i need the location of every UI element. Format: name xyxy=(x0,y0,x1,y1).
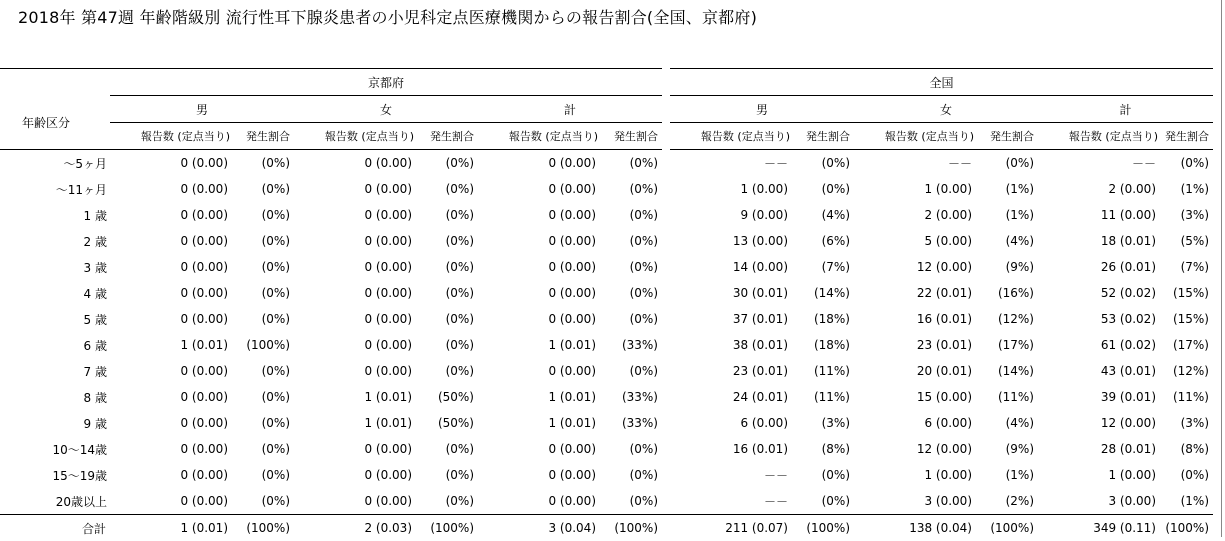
rate-cell: (1%) xyxy=(974,176,1038,202)
rate-cell: (14%) xyxy=(974,358,1038,384)
rate-header: 発生割合 xyxy=(598,123,662,150)
count-cell: 30 (0.01) xyxy=(670,280,790,306)
rate-cell: (0%) xyxy=(230,306,294,332)
age-label: ～5ヶ月 xyxy=(0,150,110,177)
rate-cell: (11%) xyxy=(974,384,1038,410)
count-cell: 28 (0.01) xyxy=(1038,436,1158,462)
count-cell: 13 (0.00) xyxy=(670,228,790,254)
count-cell: 0 (0.00) xyxy=(478,358,598,384)
rate-cell: (0%) xyxy=(598,306,662,332)
rate-cell: (33%) xyxy=(598,384,662,410)
rate-cell: (11%) xyxy=(790,384,854,410)
count-cell: 0 (0.00) xyxy=(294,228,414,254)
count-cell: －－ xyxy=(670,150,790,177)
count-cell: 0 (0.00) xyxy=(478,176,598,202)
rate-cell: (100%) xyxy=(1158,515,1213,541)
table-row xyxy=(0,202,1213,228)
rate-cell: (0%) xyxy=(974,150,1038,177)
count-cell: 52 (0.02) xyxy=(1038,280,1158,306)
count-cell: 43 (0.01) xyxy=(1038,358,1158,384)
count-cell: 0 (0.00) xyxy=(110,462,230,488)
rate-cell: (0%) xyxy=(598,202,662,228)
rate-cell: (14%) xyxy=(790,280,854,306)
rate-cell: (0%) xyxy=(230,358,294,384)
region-header-national: 全国 xyxy=(670,69,1213,96)
count-header: 報告数 (定点当り) xyxy=(854,123,974,150)
rate-cell: (0%) xyxy=(230,384,294,410)
age-label: 2 歳 xyxy=(0,228,110,254)
count-cell: 1 (0.01) xyxy=(478,410,598,436)
table-row xyxy=(0,384,1213,410)
count-cell: 22 (0.01) xyxy=(854,280,974,306)
rate-cell: (2%) xyxy=(974,488,1038,515)
table-row xyxy=(0,228,1213,254)
sex-header: 女 xyxy=(854,96,1038,123)
rate-cell: (9%) xyxy=(974,254,1038,280)
rate-cell: (0%) xyxy=(230,202,294,228)
count-cell: 1 (0.01) xyxy=(294,410,414,436)
count-cell: 53 (0.02) xyxy=(1038,306,1158,332)
count-cell: 0 (0.00) xyxy=(110,254,230,280)
count-cell: 0 (0.00) xyxy=(478,228,598,254)
count-cell: 2 (0.00) xyxy=(1038,176,1158,202)
count-cell: 0 (0.00) xyxy=(110,436,230,462)
table-row xyxy=(0,306,1213,332)
count-cell: 0 (0.00) xyxy=(478,436,598,462)
count-cell: 0 (0.00) xyxy=(110,150,230,177)
count-cell: 0 (0.00) xyxy=(110,410,230,436)
rate-cell: (50%) xyxy=(414,384,478,410)
count-cell: 0 (0.00) xyxy=(110,280,230,306)
frame-border xyxy=(1221,0,1222,537)
rate-header: 発生割合 xyxy=(1158,123,1213,150)
count-cell: 11 (0.00) xyxy=(1038,202,1158,228)
region-header-kyoto: 京都府 xyxy=(110,69,662,96)
rate-cell: (0%) xyxy=(414,202,478,228)
rate-cell: (12%) xyxy=(974,306,1038,332)
rate-cell: (0%) xyxy=(230,176,294,202)
count-cell: 0 (0.00) xyxy=(110,176,230,202)
count-header: 報告数 (定点当り) xyxy=(110,123,230,150)
rate-cell: (0%) xyxy=(414,176,478,202)
rate-cell: (0%) xyxy=(414,254,478,280)
rate-cell: (0%) xyxy=(598,462,662,488)
count-cell: －－ xyxy=(1038,150,1158,177)
rate-header: 発生割合 xyxy=(790,123,854,150)
count-cell: 0 (0.00) xyxy=(294,332,414,358)
age-label: 8 歳 xyxy=(0,384,110,410)
count-cell: 349 (0.11) xyxy=(1038,515,1158,541)
age-label: 9 歳 xyxy=(0,410,110,436)
count-cell: 24 (0.01) xyxy=(670,384,790,410)
count-cell: 0 (0.00) xyxy=(294,462,414,488)
rate-cell: (3%) xyxy=(1158,202,1213,228)
rate-header: 発生割合 xyxy=(230,123,294,150)
count-cell: 0 (0.00) xyxy=(110,228,230,254)
rate-cell: (0%) xyxy=(790,176,854,202)
rate-cell: (0%) xyxy=(790,150,854,177)
count-cell: 1 (0.00) xyxy=(854,462,974,488)
count-cell: 0 (0.00) xyxy=(294,150,414,177)
rate-cell: (17%) xyxy=(974,332,1038,358)
count-cell: 61 (0.02) xyxy=(1038,332,1158,358)
count-cell: 14 (0.00) xyxy=(670,254,790,280)
rate-cell: (18%) xyxy=(790,306,854,332)
rate-cell: (33%) xyxy=(598,410,662,436)
table-row xyxy=(0,488,1213,515)
rate-cell: (18%) xyxy=(790,332,854,358)
rate-cell: (0%) xyxy=(414,488,478,515)
rate-cell: (4%) xyxy=(790,202,854,228)
rate-cell: (9%) xyxy=(974,436,1038,462)
count-cell: 16 (0.01) xyxy=(854,306,974,332)
rate-cell: (1%) xyxy=(1158,488,1213,515)
count-cell: 9 (0.00) xyxy=(670,202,790,228)
rate-cell: (0%) xyxy=(598,228,662,254)
age-label: 1 歳 xyxy=(0,202,110,228)
count-cell: 211 (0.07) xyxy=(670,515,790,541)
count-cell: 12 (0.00) xyxy=(854,436,974,462)
count-cell: 1 (0.01) xyxy=(110,515,230,541)
table-row xyxy=(0,436,1213,462)
rate-cell: (0%) xyxy=(414,150,478,177)
rate-cell: (7%) xyxy=(790,254,854,280)
age-label: 5 歳 xyxy=(0,306,110,332)
count-cell: 3 (0.04) xyxy=(478,515,598,541)
rate-cell: (1%) xyxy=(974,202,1038,228)
count-cell: 1 (0.00) xyxy=(854,176,974,202)
rate-cell: (0%) xyxy=(414,280,478,306)
rate-cell: (3%) xyxy=(790,410,854,436)
count-cell: 6 (0.00) xyxy=(854,410,974,436)
count-cell: 0 (0.00) xyxy=(294,176,414,202)
table-row xyxy=(0,332,1213,358)
sex-header: 男 xyxy=(110,96,294,123)
table-row xyxy=(0,410,1213,436)
count-cell: 0 (0.00) xyxy=(478,280,598,306)
rate-cell: (50%) xyxy=(414,410,478,436)
rate-cell: (0%) xyxy=(598,436,662,462)
table-row xyxy=(0,254,1213,280)
rate-cell: (0%) xyxy=(414,358,478,384)
rate-cell: (8%) xyxy=(790,436,854,462)
rate-cell: (7%) xyxy=(1158,254,1213,280)
rate-cell: (0%) xyxy=(230,488,294,515)
age-label: 20歳以上 xyxy=(0,488,110,515)
rate-cell: (0%) xyxy=(598,150,662,177)
rate-cell: (0%) xyxy=(230,436,294,462)
rate-cell: (0%) xyxy=(414,228,478,254)
rate-cell: (5%) xyxy=(1158,228,1213,254)
sex-header: 計 xyxy=(1038,96,1213,123)
rate-cell: (11%) xyxy=(790,358,854,384)
sex-header: 男 xyxy=(670,96,854,123)
rate-cell: (0%) xyxy=(598,176,662,202)
rate-cell: (0%) xyxy=(230,410,294,436)
count-cell: 5 (0.00) xyxy=(854,228,974,254)
count-cell: 0 (0.00) xyxy=(294,488,414,515)
rate-cell: (0%) xyxy=(598,488,662,515)
rate-cell: (15%) xyxy=(1158,306,1213,332)
rate-cell: (0%) xyxy=(230,228,294,254)
table-body xyxy=(0,150,1213,541)
rate-cell: (100%) xyxy=(230,332,294,358)
count-cell: 23 (0.01) xyxy=(854,332,974,358)
count-cell: 23 (0.01) xyxy=(670,358,790,384)
count-cell: －－ xyxy=(670,488,790,515)
rate-cell: (1%) xyxy=(974,462,1038,488)
rate-cell: (0%) xyxy=(230,254,294,280)
rate-cell: (15%) xyxy=(1158,280,1213,306)
count-cell: 39 (0.01) xyxy=(1038,384,1158,410)
rate-cell: (100%) xyxy=(414,515,478,541)
age-label: 3 歳 xyxy=(0,254,110,280)
count-cell: 0 (0.00) xyxy=(478,488,598,515)
rate-cell: (12%) xyxy=(1158,358,1213,384)
count-cell: 2 (0.00) xyxy=(854,202,974,228)
count-cell: －－ xyxy=(670,462,790,488)
count-header: 報告数 (定点当り) xyxy=(294,123,414,150)
rate-cell: (4%) xyxy=(974,228,1038,254)
sex-header: 計 xyxy=(478,96,662,123)
count-header: 報告数 (定点当り) xyxy=(1038,123,1158,150)
rate-cell: (0%) xyxy=(230,280,294,306)
count-cell: 1 (0.00) xyxy=(670,176,790,202)
rate-cell: (0%) xyxy=(1158,150,1213,177)
rate-cell: (0%) xyxy=(414,436,478,462)
count-cell: 0 (0.00) xyxy=(294,306,414,332)
table-row xyxy=(0,176,1213,202)
rate-cell: (16%) xyxy=(974,280,1038,306)
count-cell: 1 (0.00) xyxy=(1038,462,1158,488)
rate-cell: (0%) xyxy=(1158,462,1213,488)
rate-cell: (0%) xyxy=(414,462,478,488)
count-cell: 0 (0.00) xyxy=(294,280,414,306)
count-cell: 18 (0.01) xyxy=(1038,228,1158,254)
count-cell: 0 (0.00) xyxy=(478,462,598,488)
table-row xyxy=(0,358,1213,384)
count-cell: 0 (0.00) xyxy=(110,358,230,384)
count-cell: 26 (0.01) xyxy=(1038,254,1158,280)
report-table xyxy=(0,68,1213,541)
age-label: 7 歳 xyxy=(0,358,110,384)
header-row-sexes xyxy=(0,96,1213,123)
rate-cell: (0%) xyxy=(414,306,478,332)
rate-header: 発生割合 xyxy=(414,123,478,150)
rate-cell: (0%) xyxy=(790,488,854,515)
count-cell: 0 (0.00) xyxy=(110,306,230,332)
count-header: 報告数 (定点当り) xyxy=(670,123,790,150)
count-cell: 0 (0.00) xyxy=(478,202,598,228)
rate-header: 発生割合 xyxy=(974,123,1038,150)
sex-header: 女 xyxy=(294,96,478,123)
age-label: 6 歳 xyxy=(0,332,110,358)
rate-cell: (100%) xyxy=(598,515,662,541)
rate-cell: (100%) xyxy=(974,515,1038,541)
rate-cell: (0%) xyxy=(598,280,662,306)
rate-cell: (0%) xyxy=(598,254,662,280)
count-cell: 0 (0.00) xyxy=(110,488,230,515)
count-cell: 0 (0.00) xyxy=(294,358,414,384)
rate-cell: (4%) xyxy=(974,410,1038,436)
count-cell: 1 (0.01) xyxy=(294,384,414,410)
count-cell: 3 (0.00) xyxy=(854,488,974,515)
rate-cell: (100%) xyxy=(230,515,294,541)
count-cell: 15 (0.00) xyxy=(854,384,974,410)
count-cell: 0 (0.00) xyxy=(110,202,230,228)
count-cell: 0 (0.00) xyxy=(294,254,414,280)
count-cell: 6 (0.00) xyxy=(670,410,790,436)
count-cell: 12 (0.00) xyxy=(1038,410,1158,436)
count-cell: －－ xyxy=(854,150,974,177)
count-cell: 138 (0.04) xyxy=(854,515,974,541)
count-cell: 3 (0.00) xyxy=(1038,488,1158,515)
count-cell: 16 (0.01) xyxy=(670,436,790,462)
count-cell: 1 (0.01) xyxy=(110,332,230,358)
header-row-regions xyxy=(0,69,1213,96)
count-cell: 1 (0.01) xyxy=(478,384,598,410)
rate-cell: (33%) xyxy=(598,332,662,358)
rate-cell: (17%) xyxy=(1158,332,1213,358)
count-cell: 0 (0.00) xyxy=(294,436,414,462)
count-cell: 2 (0.03) xyxy=(294,515,414,541)
rate-cell: (0%) xyxy=(414,332,478,358)
rate-cell: (100%) xyxy=(790,515,854,541)
table-row xyxy=(0,280,1213,306)
count-cell: 38 (0.01) xyxy=(670,332,790,358)
table-row xyxy=(0,150,1213,177)
page-title: 2018年 第47週 年齢階級別 流行性耳下腺炎患者の小児科定点医療機関からの報告割合(全国、京都府) xyxy=(18,5,757,28)
rate-cell: (0%) xyxy=(598,358,662,384)
count-cell: 12 (0.00) xyxy=(854,254,974,280)
rate-cell: (1%) xyxy=(1158,176,1213,202)
count-cell: 1 (0.01) xyxy=(478,332,598,358)
age-label: 15～19歳 xyxy=(0,462,110,488)
rate-cell: (0%) xyxy=(790,462,854,488)
age-label: 10～14歳 xyxy=(0,436,110,462)
age-label: ～11ヶ月 xyxy=(0,176,110,202)
rate-cell: (11%) xyxy=(1158,384,1213,410)
rate-cell: (8%) xyxy=(1158,436,1213,462)
rate-cell: (0%) xyxy=(230,150,294,177)
count-cell: 37 (0.01) xyxy=(670,306,790,332)
count-cell: 0 (0.00) xyxy=(478,254,598,280)
rate-cell: (0%) xyxy=(230,462,294,488)
header-row-metrics xyxy=(0,123,1213,150)
age-header: 年齢区分 xyxy=(0,96,110,150)
count-cell: 0 (0.00) xyxy=(478,150,598,177)
count-cell: 0 (0.00) xyxy=(294,202,414,228)
age-label: 合計 xyxy=(0,515,110,541)
count-cell: 20 (0.01) xyxy=(854,358,974,384)
rate-cell: (6%) xyxy=(790,228,854,254)
count-cell: 0 (0.00) xyxy=(478,306,598,332)
total-row xyxy=(0,515,1213,541)
age-label: 4 歳 xyxy=(0,280,110,306)
count-cell: 0 (0.00) xyxy=(110,384,230,410)
rate-cell: (3%) xyxy=(1158,410,1213,436)
table-row xyxy=(0,462,1213,488)
count-header: 報告数 (定点当り) xyxy=(478,123,598,150)
